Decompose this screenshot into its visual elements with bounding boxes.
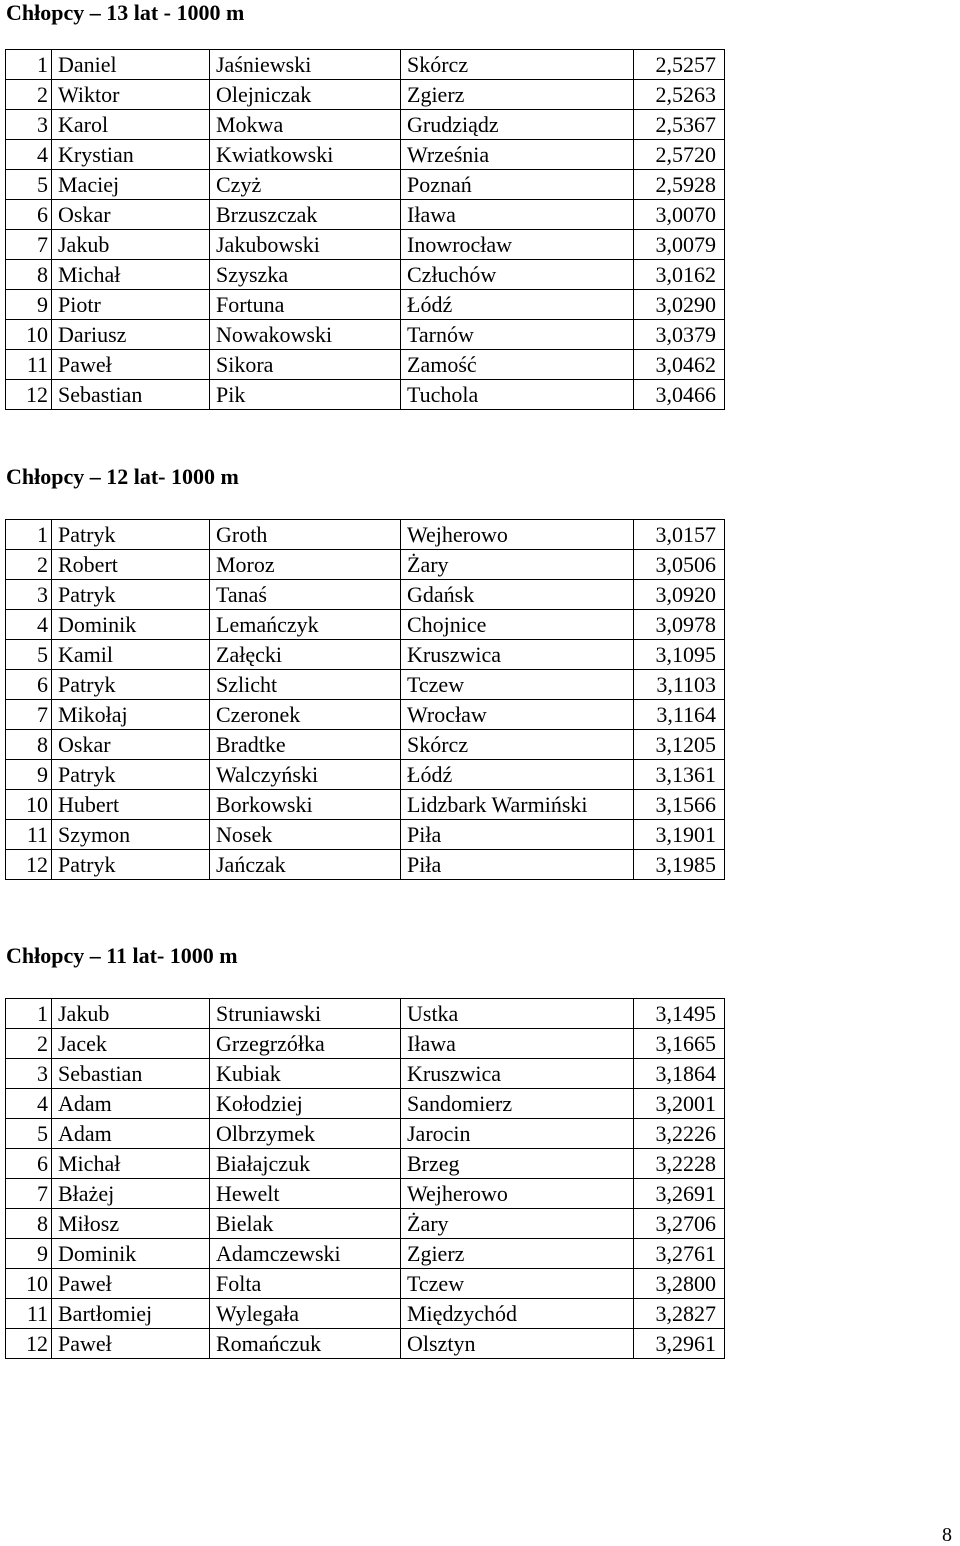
last-name-cell: Grzegrzółka	[210, 1029, 401, 1059]
first-name-cell: Hubert	[52, 790, 210, 820]
city-cell: Piła	[401, 820, 634, 850]
time-cell: 3,0462	[634, 350, 725, 380]
city-cell: Człuchów	[401, 260, 634, 290]
first-name-cell: Robert	[52, 550, 210, 580]
table-row	[6, 1269, 725, 1299]
first-name-cell: Wiktor	[52, 80, 210, 110]
city-cell: Tuchola	[401, 380, 634, 410]
time-cell: 3,1095	[634, 640, 725, 670]
last-name-cell: Szyszka	[210, 260, 401, 290]
city-cell: Kruszwica	[401, 640, 634, 670]
place-cell: 9	[6, 760, 52, 790]
last-name-cell: Bielak	[210, 1209, 401, 1239]
table-row	[6, 730, 725, 760]
last-name-cell: Nosek	[210, 820, 401, 850]
section-title: Chłopcy – 13 lat - 1000 m	[6, 0, 245, 25]
place-cell: 8	[6, 1209, 52, 1239]
time-cell: 2,5367	[634, 110, 725, 140]
table-row	[6, 1089, 725, 1119]
table-row	[6, 1149, 725, 1179]
city-cell: Łódź	[401, 290, 634, 320]
city-cell: Sandomierz	[401, 1089, 634, 1119]
city-cell: Międzychód	[401, 1299, 634, 1329]
table-row	[6, 610, 725, 640]
time-cell: 3,2827	[634, 1299, 725, 1329]
page-number: 8	[942, 1524, 952, 1546]
last-name-cell: Mokwa	[210, 110, 401, 140]
city-cell: Jarocin	[401, 1119, 634, 1149]
city-cell: Żary	[401, 1209, 634, 1239]
city-cell: Inowrocław	[401, 230, 634, 260]
first-name-cell: Paweł	[52, 1269, 210, 1299]
last-name-cell: Tanaś	[210, 580, 401, 610]
last-name-cell: Kubiak	[210, 1059, 401, 1089]
city-cell: Tarnów	[401, 320, 634, 350]
city-cell: Iława	[401, 200, 634, 230]
last-name-cell: Szlicht	[210, 670, 401, 700]
place-cell: 9	[6, 290, 52, 320]
first-name-cell: Michał	[52, 260, 210, 290]
results-table	[5, 519, 725, 880]
first-name-cell: Szymon	[52, 820, 210, 850]
city-cell: Olsztyn	[401, 1329, 634, 1359]
last-name-cell: Olejniczak	[210, 80, 401, 110]
first-name-cell: Karol	[52, 110, 210, 140]
city-cell: Żary	[401, 550, 634, 580]
table-row	[6, 580, 725, 610]
place-cell: 12	[6, 1329, 52, 1359]
first-name-cell: Piotr	[52, 290, 210, 320]
first-name-cell: Patryk	[52, 520, 210, 550]
place-cell: 8	[6, 730, 52, 760]
table-row	[6, 1119, 725, 1149]
table-row	[6, 999, 725, 1029]
table-row	[6, 520, 725, 550]
time-cell: 3,2228	[634, 1149, 725, 1179]
first-name-cell: Jakub	[52, 230, 210, 260]
first-name-cell: Patryk	[52, 670, 210, 700]
time-cell: 2,5257	[634, 50, 725, 80]
time-cell: 3,0162	[634, 260, 725, 290]
place-cell: 5	[6, 1119, 52, 1149]
time-cell: 3,0290	[634, 290, 725, 320]
place-cell: 11	[6, 820, 52, 850]
place-cell: 1	[6, 999, 52, 1029]
first-name-cell: Sebastian	[52, 380, 210, 410]
city-cell: Gdańsk	[401, 580, 634, 610]
place-cell: 12	[6, 850, 52, 880]
time-cell: 3,2001	[634, 1089, 725, 1119]
first-name-cell: Paweł	[52, 350, 210, 380]
section-title: Chłopcy – 12 lat- 1000 m	[6, 464, 239, 489]
time-cell: 3,0978	[634, 610, 725, 640]
city-cell: Lidzbark Warmiński	[401, 790, 634, 820]
table-row	[6, 80, 725, 110]
place-cell: 1	[6, 520, 52, 550]
results-table	[5, 49, 725, 410]
time-cell: 2,5720	[634, 140, 725, 170]
table-row	[6, 550, 725, 580]
place-cell: 1	[6, 50, 52, 80]
table-row	[6, 260, 725, 290]
first-name-cell: Adam	[52, 1119, 210, 1149]
first-name-cell: Patryk	[52, 850, 210, 880]
first-name-cell: Daniel	[52, 50, 210, 80]
time-cell: 3,2226	[634, 1119, 725, 1149]
table-row	[6, 350, 725, 380]
place-cell: 6	[6, 200, 52, 230]
time-cell: 3,2800	[634, 1269, 725, 1299]
last-name-cell: Olbrzymek	[210, 1119, 401, 1149]
place-cell: 11	[6, 1299, 52, 1329]
time-cell: 3,1495	[634, 999, 725, 1029]
first-name-cell: Patryk	[52, 760, 210, 790]
city-cell: Zgierz	[401, 1239, 634, 1269]
table-row	[6, 1239, 725, 1269]
section-title: Chłopcy – 11 lat- 1000 m	[6, 943, 238, 968]
place-cell: 10	[6, 320, 52, 350]
last-name-cell: Romańczuk	[210, 1329, 401, 1359]
last-name-cell: Lemańczyk	[210, 610, 401, 640]
first-name-cell: Błażej	[52, 1179, 210, 1209]
last-name-cell: Załęcki	[210, 640, 401, 670]
table-row	[6, 320, 725, 350]
place-cell: 11	[6, 350, 52, 380]
table-row	[6, 700, 725, 730]
table-row	[6, 760, 725, 790]
city-cell: Poznań	[401, 170, 634, 200]
place-cell: 3	[6, 1059, 52, 1089]
city-cell: Piła	[401, 850, 634, 880]
place-cell: 5	[6, 640, 52, 670]
time-cell: 3,1566	[634, 790, 725, 820]
last-name-cell: Jaśniewski	[210, 50, 401, 80]
place-cell: 10	[6, 790, 52, 820]
time-cell: 3,0379	[634, 320, 725, 350]
place-cell: 2	[6, 1029, 52, 1059]
city-cell: Zamość	[401, 350, 634, 380]
table-row	[6, 1209, 725, 1239]
place-cell: 6	[6, 670, 52, 700]
last-name-cell: Jakubowski	[210, 230, 401, 260]
place-cell: 8	[6, 260, 52, 290]
place-cell: 4	[6, 140, 52, 170]
time-cell: 3,1864	[634, 1059, 725, 1089]
place-cell: 2	[6, 80, 52, 110]
table-row	[6, 200, 725, 230]
first-name-cell: Miłosz	[52, 1209, 210, 1239]
first-name-cell: Paweł	[52, 1329, 210, 1359]
place-cell: 3	[6, 580, 52, 610]
city-cell: Chojnice	[401, 610, 634, 640]
city-cell: Wrocław	[401, 700, 634, 730]
time-cell: 3,1901	[634, 820, 725, 850]
first-name-cell: Maciej	[52, 170, 210, 200]
city-cell: Skórcz	[401, 50, 634, 80]
first-name-cell: Dariusz	[52, 320, 210, 350]
place-cell: 10	[6, 1269, 52, 1299]
last-name-cell: Czeronek	[210, 700, 401, 730]
city-cell: Kruszwica	[401, 1059, 634, 1089]
first-name-cell: Dominik	[52, 610, 210, 640]
time-cell: 3,2706	[634, 1209, 725, 1239]
last-name-cell: Struniawski	[210, 999, 401, 1029]
city-cell: Września	[401, 140, 634, 170]
last-name-cell: Borkowski	[210, 790, 401, 820]
table-row	[6, 850, 725, 880]
table-row	[6, 820, 725, 850]
first-name-cell: Mikołaj	[52, 700, 210, 730]
city-cell: Grudziądz	[401, 110, 634, 140]
time-cell: 2,5928	[634, 170, 725, 200]
city-cell: Łódź	[401, 760, 634, 790]
first-name-cell: Sebastian	[52, 1059, 210, 1089]
time-cell: 3,1361	[634, 760, 725, 790]
time-cell: 2,5263	[634, 80, 725, 110]
place-cell: 6	[6, 1149, 52, 1179]
last-name-cell: Czyż	[210, 170, 401, 200]
last-name-cell: Adamczewski	[210, 1239, 401, 1269]
last-name-cell: Hewelt	[210, 1179, 401, 1209]
first-name-cell: Dominik	[52, 1239, 210, 1269]
city-cell: Zgierz	[401, 80, 634, 110]
first-name-cell: Patryk	[52, 580, 210, 610]
last-name-cell: Moroz	[210, 550, 401, 580]
city-cell: Skórcz	[401, 730, 634, 760]
last-name-cell: Pik	[210, 380, 401, 410]
table-row	[6, 380, 725, 410]
last-name-cell: Białajczuk	[210, 1149, 401, 1179]
last-name-cell: Sikora	[210, 350, 401, 380]
time-cell: 3,1665	[634, 1029, 725, 1059]
table-row	[6, 1029, 725, 1059]
first-name-cell: Jacek	[52, 1029, 210, 1059]
time-cell: 3,0506	[634, 550, 725, 580]
results-table	[5, 998, 725, 1359]
table-row	[6, 670, 725, 700]
last-name-cell: Fortuna	[210, 290, 401, 320]
place-cell: 7	[6, 230, 52, 260]
city-cell: Tczew	[401, 1269, 634, 1299]
first-name-cell: Kamil	[52, 640, 210, 670]
time-cell: 3,0070	[634, 200, 725, 230]
first-name-cell: Krystian	[52, 140, 210, 170]
time-cell: 3,2691	[634, 1179, 725, 1209]
last-name-cell: Groth	[210, 520, 401, 550]
table-row	[6, 110, 725, 140]
time-cell: 3,0157	[634, 520, 725, 550]
place-cell: 5	[6, 170, 52, 200]
last-name-cell: Nowakowski	[210, 320, 401, 350]
table-row	[6, 140, 725, 170]
time-cell: 3,1103	[634, 670, 725, 700]
time-cell: 3,1205	[634, 730, 725, 760]
first-name-cell: Bartłomiej	[52, 1299, 210, 1329]
city-cell: Wejherowo	[401, 1179, 634, 1209]
first-name-cell: Jakub	[52, 999, 210, 1029]
first-name-cell: Oskar	[52, 200, 210, 230]
city-cell: Brzeg	[401, 1149, 634, 1179]
first-name-cell: Michał	[52, 1149, 210, 1179]
table-row	[6, 1299, 725, 1329]
time-cell: 3,0920	[634, 580, 725, 610]
table-row	[6, 230, 725, 260]
place-cell: 7	[6, 700, 52, 730]
city-cell: Wejherowo	[401, 520, 634, 550]
time-cell: 3,2961	[634, 1329, 725, 1359]
last-name-cell: Bradtke	[210, 730, 401, 760]
place-cell: 12	[6, 380, 52, 410]
last-name-cell: Kwiatkowski	[210, 140, 401, 170]
time-cell: 3,0079	[634, 230, 725, 260]
first-name-cell: Oskar	[52, 730, 210, 760]
first-name-cell: Adam	[52, 1089, 210, 1119]
city-cell: Tczew	[401, 670, 634, 700]
table-row	[6, 640, 725, 670]
time-cell: 3,1164	[634, 700, 725, 730]
place-cell: 3	[6, 110, 52, 140]
table-row	[6, 170, 725, 200]
time-cell: 3,2761	[634, 1239, 725, 1269]
table-row	[6, 1329, 725, 1359]
place-cell: 4	[6, 1089, 52, 1119]
table-row	[6, 1059, 725, 1089]
place-cell: 4	[6, 610, 52, 640]
place-cell: 2	[6, 550, 52, 580]
table-row	[6, 290, 725, 320]
last-name-cell: Brzuszczak	[210, 200, 401, 230]
place-cell: 7	[6, 1179, 52, 1209]
last-name-cell: Walczyński	[210, 760, 401, 790]
time-cell: 3,1985	[634, 850, 725, 880]
city-cell: Iława	[401, 1029, 634, 1059]
last-name-cell: Jańczak	[210, 850, 401, 880]
city-cell: Ustka	[401, 999, 634, 1029]
time-cell: 3,0466	[634, 380, 725, 410]
last-name-cell: Kołodziej	[210, 1089, 401, 1119]
last-name-cell: Wylegała	[210, 1299, 401, 1329]
table-row	[6, 50, 725, 80]
last-name-cell: Folta	[210, 1269, 401, 1299]
table-row	[6, 790, 725, 820]
place-cell: 9	[6, 1239, 52, 1269]
table-row	[6, 1179, 725, 1209]
